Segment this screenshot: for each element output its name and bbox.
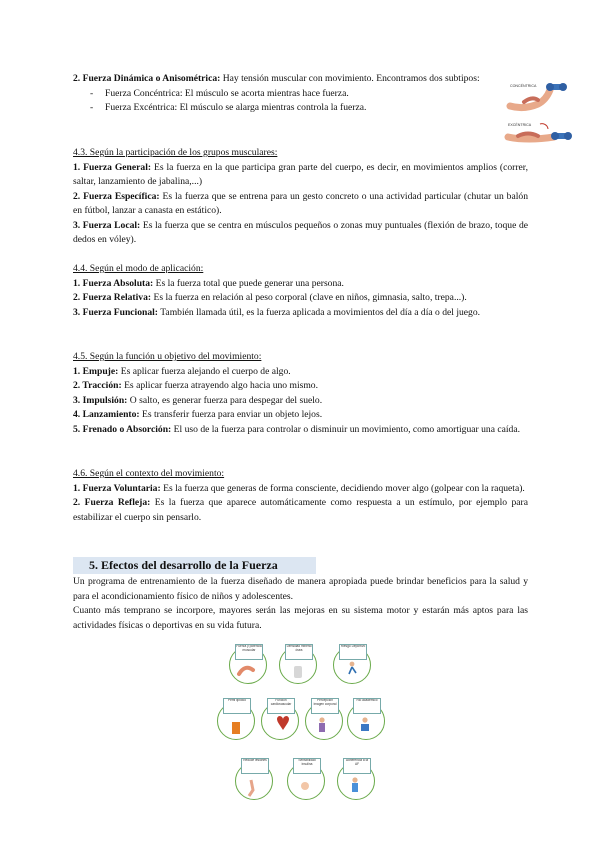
section-5-paragraph-2: Cuanto más temprano se incorpore, mayores serán las mejoras en su sistema motor y estarán más aptos para las actividades físicas o deportivas en su vida futura. xyxy=(73,605,528,631)
list-item xyxy=(73,408,528,423)
list-item: - Fuerza Excéntrica: El músculo se alarga mientras controla la fuerza. xyxy=(90,102,367,113)
functional-strength-text: También llamada útil, es la fuerza aplicada a movimientos del día a día o del juego. xyxy=(158,306,481,318)
list-item xyxy=(73,291,528,306)
section-4-5-heading: 4.5. Según la función u objetivo del movimiento: xyxy=(73,351,262,362)
section-5-body xyxy=(73,575,528,633)
push-title: 1. Empuje: xyxy=(73,365,119,377)
push-text: Es aplicar fuerza alejando el cuerpo de algo. xyxy=(118,365,291,377)
list-item xyxy=(73,496,528,525)
dynamic-strength-title: 2. Fuerza Dinámica o Anisométrica: xyxy=(73,73,221,84)
concentric-item: Fuerza Concéntrica: El músculo se acorta mientras hace fuerza. xyxy=(105,87,349,99)
strength-benefits-infographic xyxy=(215,640,385,810)
reflex-strength-text: Es la fuerza que aparece automáticamente como respuesta a un estímulo, por ejemplo para estabilizar el cuerpo sin pensarlo. xyxy=(73,497,528,523)
pull-text: Es aplicar fuerza atrayendo algo hacia uno mismo. xyxy=(121,380,318,391)
section-4-6 xyxy=(73,467,528,525)
local-strength-text: Es la fuerza que se centra en músculos pequeños o zonas muy puntuales (flexión de brazo, toque de dedos en vóley). xyxy=(73,219,529,245)
list-item xyxy=(73,482,528,497)
dynamic-strength-paragraph xyxy=(73,72,505,116)
section-5-heading: 5. Efectos del desarrollo de la Fuerza xyxy=(73,557,316,574)
absorption-text: El uso de la fuerza para controlar o disminuir un movimiento, como amortiguar una caída. xyxy=(171,423,520,435)
general-strength-title: 1. Fuerza General: xyxy=(73,161,152,173)
voluntary-strength-text: Es la fuerza que generas de forma consciente, decidiendo mover algo (golpear con la raqueta). xyxy=(160,482,525,494)
list-item xyxy=(73,365,528,380)
specific-strength-text: Es la fuerza que se entrena para un gesto concreto o una actividad particular (chutar un balón en fútbol, lanzar a canasta en estático). xyxy=(73,190,528,216)
benefit-figures xyxy=(215,640,385,810)
list-item: - Fuerza Concéntrica: El músculo se acorta mientras hace fuerza. xyxy=(90,87,349,99)
section-4-4 xyxy=(73,262,528,320)
benefit-label: Función cardiovascular xyxy=(267,698,295,714)
benefit-label: Sensibilidad insulina xyxy=(293,758,321,774)
pull-title: 2. Tracción: xyxy=(73,380,122,391)
benefit-label: Fuerza y potencia muscular xyxy=(235,644,263,660)
benefit-label: Riesgo Deportivo xyxy=(339,644,367,660)
impulse-text: O salto, es generar fuerza para despegar del suelo. xyxy=(127,394,323,406)
benefit-label: Densidad mineral ósea xyxy=(285,644,313,660)
relative-strength-title: 2. Fuerza Relativa: xyxy=(73,292,152,303)
absolute-strength-text: Es la fuerza total que puede generar una persona. xyxy=(153,277,344,289)
list-item xyxy=(73,190,528,219)
relative-strength-text: Es la fuerza en relación al peso corporal (clave en niños, gimnasia, salto, trepa...). xyxy=(151,292,467,303)
list-item xyxy=(73,394,528,409)
local-strength-title: 3. Fuerza Local: xyxy=(73,219,141,231)
dynamic-strength-intro xyxy=(73,72,505,87)
general-strength-text: Es la fuerza en la que participa gran parte del cuerpo, es decir, en movimientos amplios (correr, saltar, lanzamiento de jabalina,...) xyxy=(73,161,528,187)
absolute-strength-title: 1. Fuerza Absoluta: xyxy=(73,277,154,289)
throw-title: 4. Lanzamiento: xyxy=(73,409,140,420)
benefit-label: Reduce lesiones xyxy=(241,758,269,774)
list-item xyxy=(73,379,528,394)
section-4-3-heading: 4.3. Según la participación de los grupos musculares: xyxy=(73,147,278,158)
benefit-label: Rio académico xyxy=(353,698,381,714)
eccentric-arm-illustration xyxy=(504,119,576,149)
impulse-title: 3. Impulsión: xyxy=(73,394,128,406)
eccentric-item: Fuerza Excéntrica: El músculo se alarga mientras controla la fuerza. xyxy=(105,102,367,113)
list-item xyxy=(73,277,528,292)
reflex-strength-title: 2. Fuerza Refleja: xyxy=(73,497,151,508)
section-4-5 xyxy=(73,350,528,437)
benefit-label: Adherencia a la AF xyxy=(343,758,371,774)
concentric-label: CONCÉNTRICA xyxy=(510,84,537,88)
voluntary-strength-title: 1. Fuerza Voluntaria: xyxy=(73,482,161,494)
dynamic-strength-text: Hay tensión muscular con movimiento. Encontramos dos subtipos: xyxy=(220,73,480,84)
benefit-label: Percepción imagen corporal xyxy=(311,698,339,714)
functional-strength-title: 3. Fuerza Funcional: xyxy=(73,306,159,318)
list-item xyxy=(73,161,528,190)
concentric-arm-illustration xyxy=(506,80,576,114)
benefit-label: Perfil lipídico xyxy=(223,698,251,714)
section-5-paragraph-1: Un programa de entrenamiento de la fuerza diseñado de manera apropiada puede brindar beneficios para la salud y para el acondicionamiento físico de niños y adolescentes. xyxy=(73,576,528,602)
absorption-title: 5. Frenado o Absorción: xyxy=(73,423,172,435)
eccentric-label: EXCÉNTRICA xyxy=(508,123,532,127)
section-4-6-heading: 4.6. Según el contexto del movimiento: xyxy=(73,468,225,479)
throw-text: Es transferir fuerza para enviar un objeto lejos. xyxy=(139,409,323,420)
specific-strength-title: 2. Fuerza Específica: xyxy=(73,190,160,202)
section-4-4-heading: 4.4. Según el modo de aplicación: xyxy=(73,263,204,274)
section-4-3 xyxy=(73,146,528,248)
list-item xyxy=(73,219,528,248)
list-item xyxy=(73,306,528,321)
list-item xyxy=(73,423,528,438)
